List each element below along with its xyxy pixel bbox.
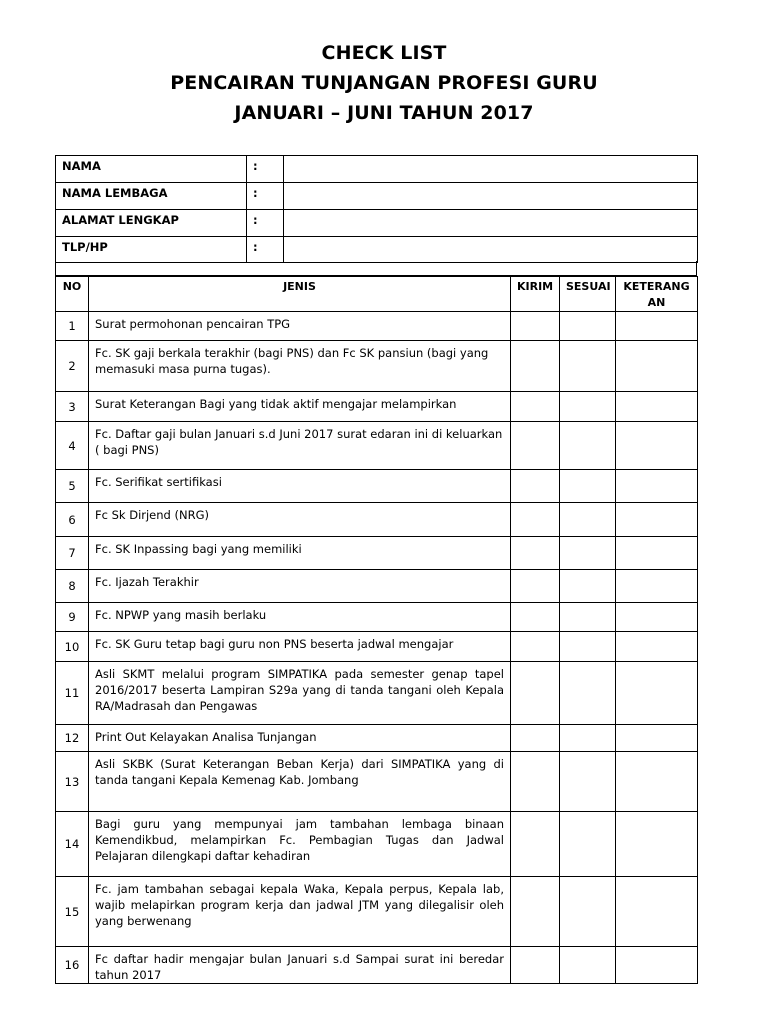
keterangan-cell[interactable]: [616, 877, 698, 947]
info-row-alamat: [56, 210, 698, 237]
row-number: 6: [56, 503, 89, 537]
row-jenis: Bagi guru yang mempunyai jam tambahan lembaga binaan Kemendikbud, melampirkan Fc. Pembagian Tugas dan Jadwal Pelajaran dilengkapi daftar kehadiran: [89, 812, 511, 877]
sesuai-check-cell[interactable]: [560, 947, 616, 984]
table-row: [56, 422, 698, 470]
keterangan-cell[interactable]: [616, 725, 698, 752]
keterangan-cell[interactable]: [616, 422, 698, 470]
row-number: 2: [56, 341, 89, 392]
info-separator: :: [247, 183, 284, 210]
checklist-header-row: [56, 277, 698, 312]
info-row-nama-lembaga: [56, 183, 698, 210]
table-row: [56, 947, 698, 984]
row-jenis: Surat Keterangan Bagi yang tidak aktif mengajar melampirkan: [89, 392, 511, 422]
header-kirim: KIRIM: [511, 277, 560, 312]
keterangan-cell[interactable]: [616, 812, 698, 877]
table-row: [56, 570, 698, 603]
table-row: [56, 537, 698, 570]
kirim-check-cell[interactable]: [511, 537, 560, 570]
kirim-check-cell[interactable]: [511, 812, 560, 877]
table-row: [56, 725, 698, 752]
info-value-field[interactable]: [284, 237, 698, 263]
row-jenis: Fc daftar hadir mengajar bulan Januari s.d Sampai surat ini beredar tahun 2017: [89, 947, 511, 984]
keterangan-cell[interactable]: [616, 662, 698, 725]
table-row: [56, 877, 698, 947]
keterangan-cell[interactable]: [616, 752, 698, 812]
table-row: [56, 392, 698, 422]
info-value-field[interactable]: [284, 210, 698, 237]
row-jenis: Fc. SK gaji berkala terakhir (bagi PNS) dan Fc SK pansiun (bagi yang memasuki masa purna tugas).: [89, 341, 511, 392]
sesuai-check-cell[interactable]: [560, 603, 616, 632]
document-title: [0, 38, 768, 128]
row-number: 10: [56, 632, 89, 662]
info-row-nama: [56, 156, 698, 183]
sesuai-check-cell[interactable]: [560, 752, 616, 812]
row-number: 11: [56, 662, 89, 725]
sesuai-check-cell[interactable]: [560, 312, 616, 341]
table-row: [56, 341, 698, 392]
row-number: 8: [56, 570, 89, 603]
kirim-check-cell[interactable]: [511, 947, 560, 984]
info-value-field[interactable]: [284, 156, 698, 183]
header-keterangan: KETERANG AN: [616, 277, 698, 312]
kirim-check-cell[interactable]: [511, 312, 560, 341]
kirim-check-cell[interactable]: [511, 392, 560, 422]
checklist-table: [55, 276, 698, 984]
info-value-field[interactable]: [284, 183, 698, 210]
keterangan-cell[interactable]: [616, 603, 698, 632]
row-jenis: Fc. NPWP yang masih berlaku: [89, 603, 511, 632]
spacer-cell: [56, 261, 697, 276]
row-jenis: Fc. Serifikat sertifikasi: [89, 470, 511, 503]
keterangan-cell[interactable]: [616, 392, 698, 422]
row-number: 7: [56, 537, 89, 570]
kirim-check-cell[interactable]: [511, 662, 560, 725]
row-number: 1: [56, 312, 89, 341]
keterangan-cell[interactable]: [616, 632, 698, 662]
table-row: [56, 312, 698, 341]
keterangan-cell[interactable]: [616, 470, 698, 503]
sesuai-check-cell[interactable]: [560, 341, 616, 392]
table-row: [56, 752, 698, 812]
row-jenis: Fc. Daftar gaji bulan Januari s.d Juni 2017 surat edaran ini di keluarkan ( bagi PNS): [89, 422, 511, 470]
kirim-check-cell[interactable]: [511, 603, 560, 632]
kirim-check-cell[interactable]: [511, 341, 560, 392]
row-jenis: Fc. SK Guru tetap bagi guru non PNS beserta jadwal mengajar: [89, 632, 511, 662]
sesuai-check-cell[interactable]: [560, 470, 616, 503]
info-separator: :: [247, 210, 284, 237]
keterangan-cell[interactable]: [616, 537, 698, 570]
row-number: 14: [56, 812, 89, 877]
table-spacer: [55, 261, 697, 276]
table-row: [56, 470, 698, 503]
keterangan-cell[interactable]: [616, 341, 698, 392]
row-number: 9: [56, 603, 89, 632]
title-line-2: PENCAIRAN TUNJANGAN PROFESI GURU: [170, 72, 598, 94]
table-row: [56, 812, 698, 877]
info-label: TLP/HP: [56, 237, 247, 263]
table-row: [56, 662, 698, 725]
row-jenis: Fc Sk Dirjend (NRG): [89, 503, 511, 537]
row-jenis: Surat permohonan pencairan TPG: [89, 312, 511, 341]
header-no: NO: [56, 277, 89, 312]
kirim-check-cell[interactable]: [511, 877, 560, 947]
row-number: 3: [56, 392, 89, 422]
kirim-check-cell[interactable]: [511, 725, 560, 752]
row-jenis: Fc. jam tambahan sebagai kepala Waka, Kepala perpus, Kepala lab, wajib melapirkan program kerja dan jadwal JTM yang dilegalisir oleh yang berwenang: [89, 877, 511, 947]
info-row-tlp: [56, 237, 698, 263]
kirim-check-cell[interactable]: [511, 570, 560, 603]
row-number: 12: [56, 725, 89, 752]
title-line-3: JANUARI – JUNI TAHUN 2017: [234, 102, 534, 124]
row-jenis: Asli SKMT melalui program SIMPATIKA pada semester genap tapel 2016/2017 beserta Lampiran S29a yang di tanda tangani oleh Kepala RA/Madrasah dan Pengawas: [89, 662, 511, 725]
sesuai-check-cell[interactable]: [560, 877, 616, 947]
kirim-check-cell[interactable]: [511, 752, 560, 812]
table-row: [56, 503, 698, 537]
info-label: NAMA: [56, 156, 247, 183]
sesuai-check-cell[interactable]: [560, 725, 616, 752]
sesuai-check-cell[interactable]: [560, 503, 616, 537]
row-number: 5: [56, 470, 89, 503]
sesuai-check-cell[interactable]: [560, 662, 616, 725]
row-jenis: Print Out Kelayakan Analisa Tunjangan: [89, 725, 511, 752]
sesuai-check-cell[interactable]: [560, 632, 616, 662]
keterangan-cell[interactable]: [616, 947, 698, 984]
kirim-check-cell[interactable]: [511, 422, 560, 470]
identity-table: [55, 155, 698, 263]
keterangan-cell[interactable]: [616, 312, 698, 341]
row-jenis: Fc. Ijazah Terakhir: [89, 570, 511, 603]
row-jenis: Fc. SK Inpassing bagi yang memiliki: [89, 537, 511, 570]
sesuai-check-cell[interactable]: [560, 537, 616, 570]
kirim-check-cell[interactable]: [511, 470, 560, 503]
row-number: 16: [56, 947, 89, 984]
sesuai-check-cell[interactable]: [560, 392, 616, 422]
sesuai-check-cell[interactable]: [560, 422, 616, 470]
row-number: 4: [56, 422, 89, 470]
row-number: 15: [56, 877, 89, 947]
info-separator: :: [247, 237, 284, 263]
row-number: 13: [56, 752, 89, 812]
kirim-check-cell[interactable]: [511, 632, 560, 662]
sesuai-check-cell[interactable]: [560, 570, 616, 603]
info-separator: :: [247, 156, 284, 183]
info-label: NAMA LEMBAGA: [56, 183, 247, 210]
kirim-check-cell[interactable]: [511, 503, 560, 537]
sesuai-check-cell[interactable]: [560, 812, 616, 877]
info-label: ALAMAT LENGKAP: [56, 210, 247, 237]
table-row: [56, 632, 698, 662]
title-line-1: CHECK LIST: [321, 42, 447, 64]
keterangan-cell[interactable]: [616, 503, 698, 537]
header-sesuai: SESUAI: [560, 277, 616, 312]
table-row: [56, 603, 698, 632]
header-jenis: JENIS: [89, 277, 511, 312]
row-jenis: Asli SKBK (Surat Keterangan Beban Kerja) dari SIMPATIKA yang di tanda tangani Kepala Kemenag Kab. Jombang: [89, 752, 511, 812]
keterangan-cell[interactable]: [616, 570, 698, 603]
